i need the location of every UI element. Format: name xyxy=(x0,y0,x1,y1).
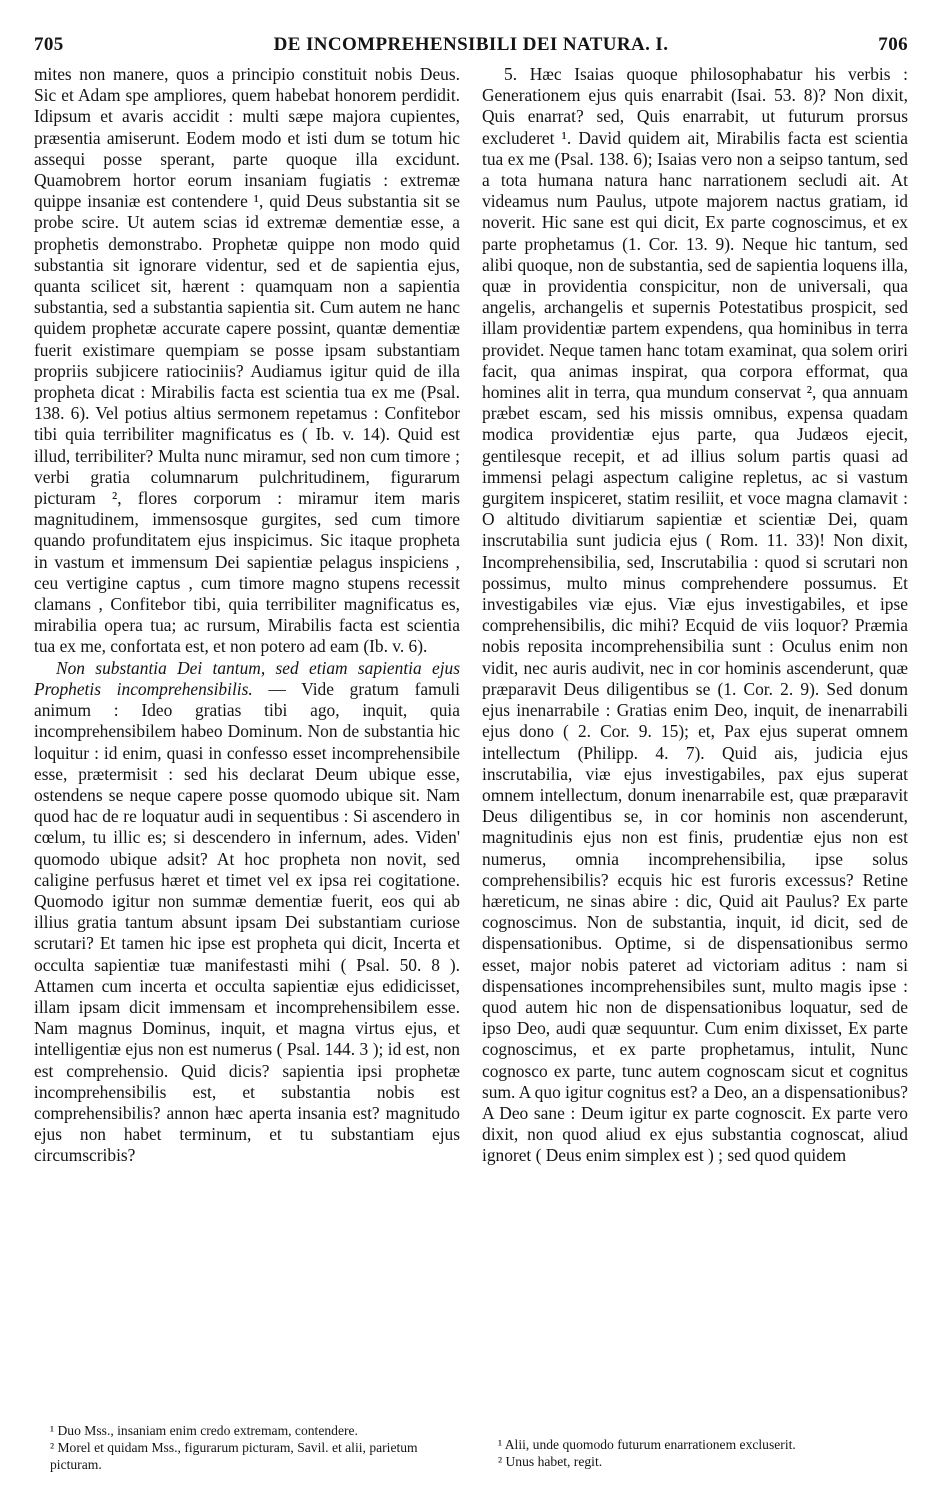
footnote-left-2: ² Morel et quidam Mss., figurarum picturam, Savil. et alii, parietum picturam. xyxy=(50,1440,418,1472)
footnote-left-1: ¹ Duo Mss., insaniam enim credo extremam, contendere. xyxy=(50,1423,358,1438)
section-subheading: Non substantia Dei tantum, sed etiam sapientia ejus Prophetis incomprehensibilis. xyxy=(34,657,460,699)
left-paragraph-1: mites non manere, quos a principio constituit nobis Deus. Sic et Adam spe ampliores, quem habebat honorem perdidit. Idipsum et avaris accidit : multi sæpe majora cupientes, præsentia amiserunt. Eodem modo et isti dum se totum hic assequi posse sperant, parte quoque illa excidunt. Quamobrem hortor eorum insaniam fugiatis : extremæ quippe insaniæ est contendere ¹, quid Deus substantia sit se probe scire. Ut autem scias id extremæ dementiæ esse, a prophetis demonstrabo. Prophetæ quippe non modo quid substantia sit ignorare videntur, sed et de sapientia ejus, quanta scilicet sit, hærent : quamquam non a sapientia substantia, sed a substantia sapientia sit. Cum autem ne hanc quidem prophetæ accurate capere possint, quantæ dementiæ fuerit existimare quempiam se posse ipsam substantiam propriis subjicere ratiociniis? Audiamus igitur quid de illa propheta dicat : Mirabilis facta est scientia tua ex me (Psal. 138. 6). Vel potius altius sermonem repetamus : Confitebor tibi quia terribiliter magnificatus es ( Ib. v. 14). Quid est illud, terribiliter? Multa nunc miramur, sed non cum timore ; verbi gratia columnarum pulchritudinem, figurarum picturam ², flores corporum : miramur item maris magnitudinem, immensosque gurgites, sed cum timore quando profunditatem ejus inspicimus. Sic itaque propheta in vastum et immensum Dei sapientiæ pelagus inspiciens , ceu vertigine captus , cum timore magno stupens recessit clamans , Confitebor tibi, quia terribiliter magnificatus es, mirabilia opera tua; ac rursum, Mirabilis facta est scientia tua ex me, confortata est, et non potero ad eam (Ib. v. 6). xyxy=(34,64,460,657)
left-paragraph-2 xyxy=(34,658,460,1167)
right-column xyxy=(482,64,908,1167)
footnote-right-1: ¹ Alii, unde quomodo futurum enarrationem excluserit. xyxy=(498,1437,796,1452)
page-number-right: 706 xyxy=(878,34,908,55)
left-column xyxy=(34,64,460,1167)
page-number-left: 705 xyxy=(34,34,64,55)
left-paragraph-2-text: — Vide gratum famuli animum : Ideo gratias tibi ago, inquit, quia incomprehensibilem habeo Dominum. Non de substantia hic loquitur : id enim, quasi in confesso esset incomprehensibile esse, prætermisit : sed his declarat Deum ubique esse, ostendens se neque capere posse quomodo ubique sit. Nam quod hac de re loquatur audi in sequentibus : Si ascendero in cœlum, tu illic es; si descendero in infernum, ades. Viden' quomodo ubique adsit? At hoc propheta non novit, sed caligine perfusus hæret et timet vel ex ipsa rei cogitatione. Quomodo igitur non summæ dementiæ fuerit, eos qui ab illius gratia tantum absunt ipsam Dei substantiam curiose scrutari? Et tamen hic ipse est propheta qui dicit, Incerta et occulta sapientiæ tuæ manifestasti mihi ( Psal. 50. 8 ). Attamen cum incerta et occulta sapientiæ ejus edidicisset, illam ipsam dicit immensam et incomprehensibilem esse. Nam magnus Dominus, inquit, et magna virtus ejus, et intelligentiæ ejus non est numerus ( Psal. 144. 3 ); id est, non est comprehensio. Quid dicis? sapientia ipsi prophetæ incomprehensibilis est, et substantia nobis est comprehensibilis? annon hæc aperta insania est? magnitudo ejus non habet terminum, et tu substantiam ejus circumscribis? xyxy=(34,678,460,1166)
footnote-right-2: ² Unus habet, regit. xyxy=(498,1454,603,1469)
running-header xyxy=(34,34,908,60)
footnotes-right xyxy=(498,1436,898,1470)
right-paragraph-1: 5. Hæc Isaias quoque philosophabatur his verbis : Generationem ejus quis enarrabit (Isai. 53. 8)? Non dixit, Quis enarrat? sed, Quis enarrabit, ut futurum prorsus excluderet ¹. David quidem ait, Mirabilis facta est scientia tua ex me (Psal. 138. 6); Isaias vero non a seipso tantum, sed a tota humana natura hanc narrationem secludi ait. At videamus num Paulus, utpote majorem nactus gratiam, id noverit. Hic sane est qui dicit, Ex parte cognoscimus, et ex parte prophetamus (1. Cor. 13. 9). Neque hic tantum, sed alibi quoque, non de substantia, sed de sapientia loquens illa, quæ in providentia conspicitur, non de universali, qua angelis, archangelis et supernis Potestatibus prospicit, sed illam providentiæ partem expendens, qua hominibus in terra providet. Neque tamen hanc totam examinat, qua solem oriri facit, qua animas inspirat, qua corpora efformat, qua homines alit in terra, qua mundum conservat ², qua annuam præbet escam, sed his missis omnibus, expensa quadam modica providentiæ ejus parte, qua Judæos ejecit, gentilesque recepit, et ad illius solum partis quasi ad immensi pelagi aspectum caligine repletus, ac si vastum gurgitem inspiceret, statim resiliit, et voce magna clamavit : O altitudo divitiarum sapientiæ et scientiæ Dei, quam inscrutabilia sunt judicia ejus ( Rom. 11. 33)! Non dixit, Incomprehensibilia, sed, Inscrutabilia : quod si scrutari non possimus, multo minus comprehendere possumus. Et investigabiles viæ ejus. Viæ ejus investigabiles, et ipse comprehensibilis, dic mihi? Ecquid de viis loquor? Præmia nobis reposita incomprehensibilia sunt : Oculus enim non vidit, nec auris audivit, nec in cor hominis ascenderunt, quæ præparavit Deus diligentibus se (1. Cor. 2. 9). Sed donum ejus inenarrabile : Gratias enim Deo, inquit, de inenarrabili ejus dono ( 2. Cor. 9. 15); et, Pax ejus superat omnem intellectum (Philipp. 4. 7). Quid ais, judicia ejus inscrutabilia, viæ ejus investigabiles, pax ejus superat omnem intellectum, donum inenarrabile est, quæ præparavit Deus diligentibus se, in cor hominis non ascenderunt, magnitudinis ejus non est finis, prudentiæ ejus non est numerus, omnia incomprehensibilia, ipse solus comprehensibilis? ecquis hic est furoris excessus? Retine hæreticum, ne sinas abire : dic, Quid ait Paulus? Ex parte cognoscimus. Non de substantia, inquit, id dicit, sed de dispensationibus. Optime, si de dispensationibus sermo esset, major nobis pateret ad victoriam aditus : nam si dispensationes incomprehensibiles sunt, multo magis ipse : quod autem hic non de dispensationibus loquatur, sed de ipso Deo, audi quæ sequuntur. Cum enim dixisset, Ex parte cognoscimus, et ex parte prophetamus, intulit, Nunc cognosco ex parte, tunc autem cognoscam sicut et cognitus sum. A quo igitur cognitus est? a Deo, an a dispensationibus? A Deo sane : Deum igitur ex parte cognoscit. Ex parte vero dixit, non quod aliud ex ejus substantia cognoscat, aliud ignoret ( Deus enim simplex est ) ; sed quod quidem xyxy=(482,64,909,1166)
footnotes-left xyxy=(50,1422,460,1473)
running-title: DE INCOMPREHENSIBILI DEI NATURA. I. xyxy=(273,34,669,55)
